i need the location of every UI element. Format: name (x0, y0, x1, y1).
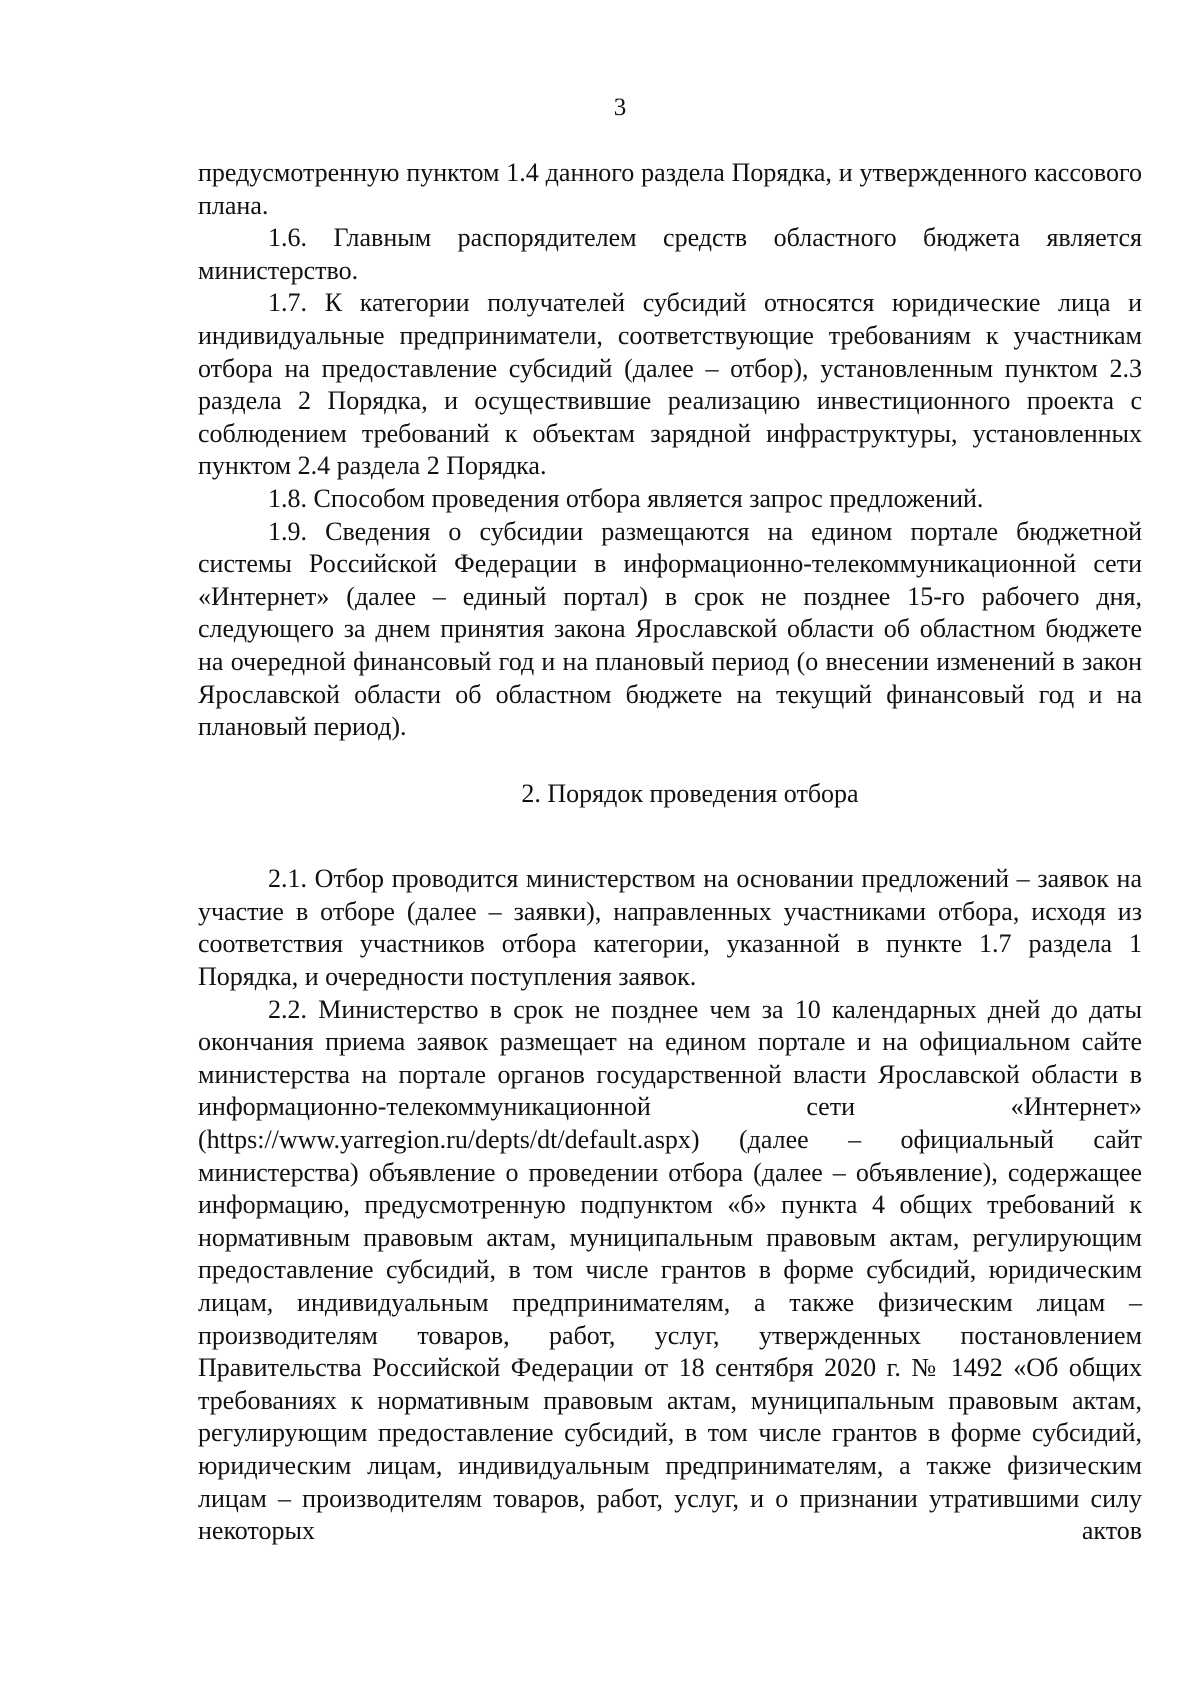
paragraph-2-2: 2.2. Министерство в срок не позднее чем за 10 календарных дней до даты окончания приема заявок размещает на едином портале и на официальном сайте министерства на портале органов государственной власти Ярославской области в информационно-телекоммуникационной сети «Интернет» (https://www.yarregion.ru/depts/dt/default.aspx) (далее – официальный сайт министерства) объявление о проведении отбора (далее – объявление), содержащее информацию, предусмотренную подпунктом «б» пункта 4 общих требований к нормативным правовым актам, муниципальным правовым актам, регулирующим предоставление субсидий, в том числе грантов в форме субсидий, юридическим лицам, индивидуальным предпринимателям, а также физическим лицам – производителям товаров, работ, услуг, утвержденных постановлением Правительства Российской Федерации от 18 сентября 2020 г. № 1492 «Об общих требованиях к нормативным правовым актам, муниципальным правовым актам, регулирующим предоставление субсидий, в том числе грантов в форме субсидий, юридическим лицам, индивидуальным предпринимателям, а также физическим лицам – производителям товаров, работ, услуг, и о признании утратившими силу некоторых актов (198, 994, 1142, 1546)
paragraph-1-9: 1.9. Сведения о субсидии размещаются на едином портале бюджетной системы Российской Федерации в информационно-телекоммуникационной сети «Интернет» (далее – единый портал) в срок не позднее 15-го рабочего дня, следующего за днем принятия закона Ярославской области об областном бюджете на очередной финансовый год и на плановый период (о внесении изменений в закон Ярославской области об областном бюджете на текущий финансовый год и на плановый период). (198, 516, 1142, 742)
page-number: 3 (613, 94, 627, 121)
section-heading: 2. Порядок проведения отбора (521, 778, 859, 808)
paragraph-1-8: 1.8. Способом проведения отбора является запрос предложений. (268, 483, 984, 513)
paragraph-2-1: 2.1. Отбор проводится министерством на основании предложений – заявок на участие в отборе (далее – заявки), направленных участниками отбора, исходя из соответствия участников отбора категории, указанной в пункте 1.7 раздела 1 Порядка, и очередности поступления заявок. (198, 864, 1142, 992)
document-body (198, 157, 1142, 1548)
paragraph-1-5-continuation: предусмотренную пунктом 1.4 данного раздела Порядка, и утвержденного кассового плана. (198, 158, 1142, 220)
paragraph-1-6: 1.6. Главным распорядителем средств областного бюджета является министерство. (198, 223, 1142, 285)
paragraph-1-7: 1.7. К категории получателей субсидий относятся юридические лица и индивидуальные предприниматели, соответствующие требованиям к участникам отбора на предоставление субсидий (далее – отбор), установленным пунктом 2.3 раздела 2 Порядка, и осуществившие реализацию инвестиционного проекта с соблюдением требований к объектам зарядной инфраструктуры, установленных пунктом 2.4 раздела 2 Порядка. (198, 288, 1142, 481)
